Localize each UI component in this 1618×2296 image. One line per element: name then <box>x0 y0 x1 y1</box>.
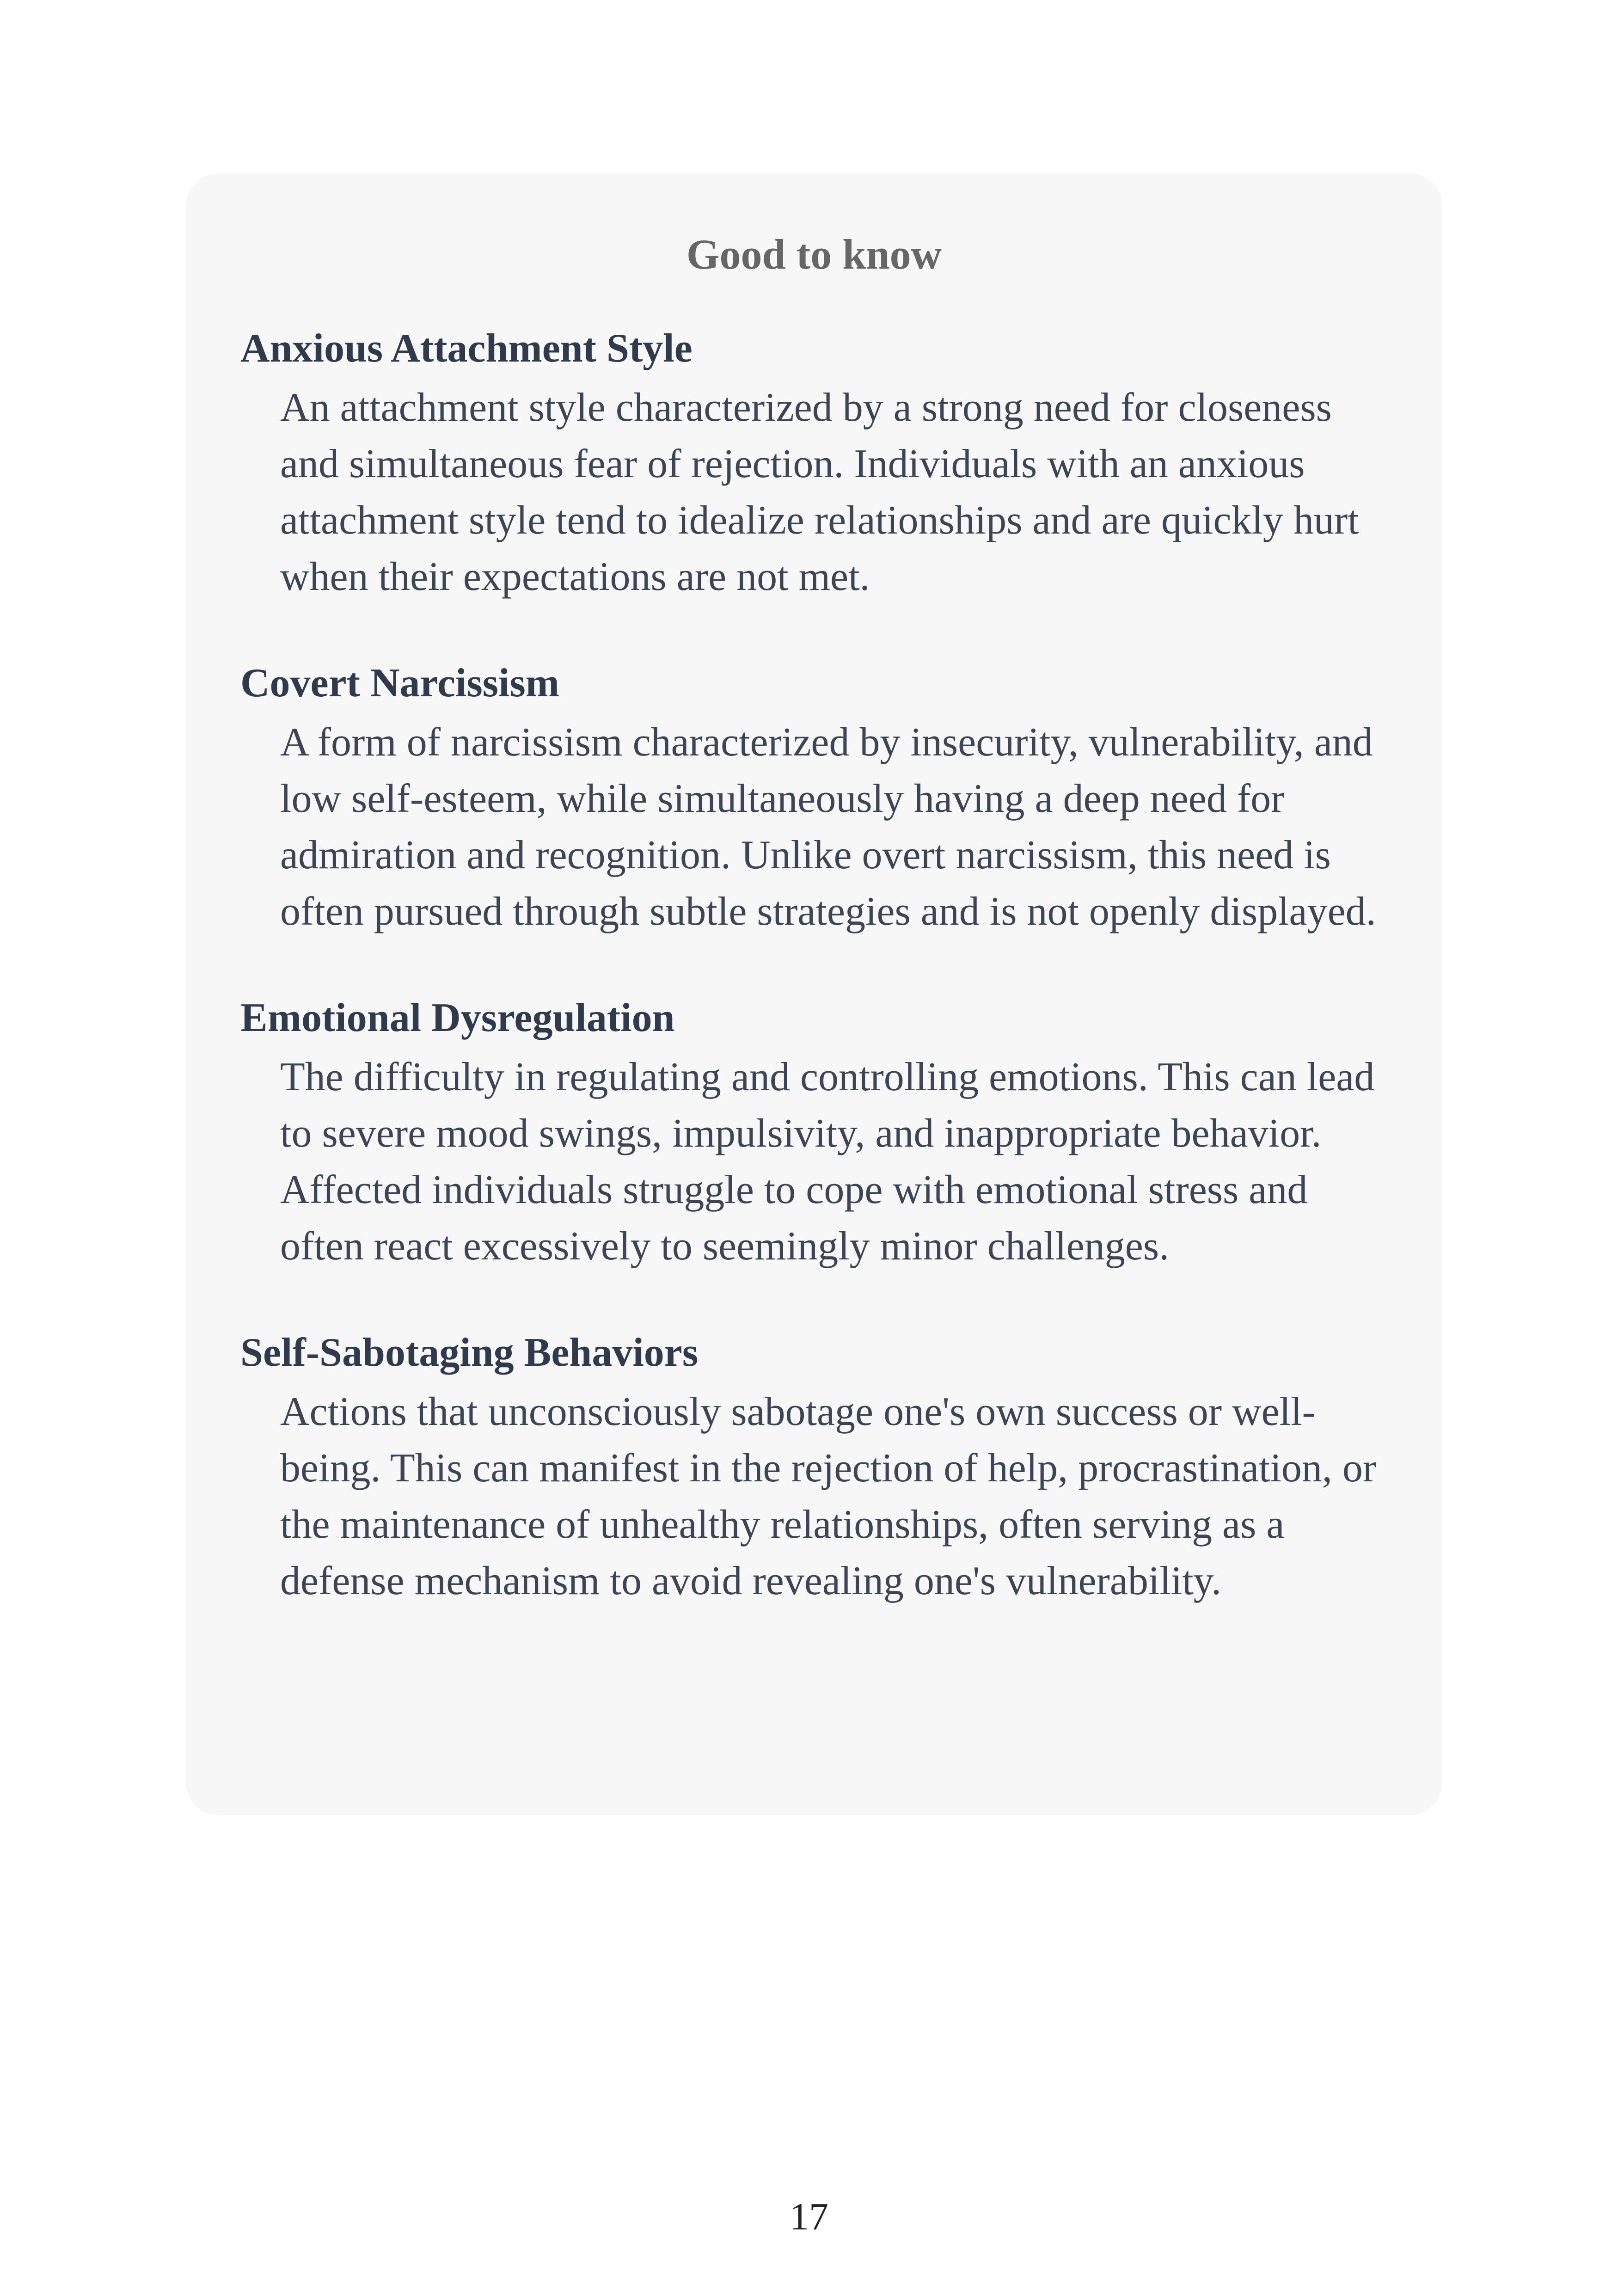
good-to-know-box <box>186 173 1442 1815</box>
page-number: 17 <box>790 2195 828 2238</box>
glossary-entry <box>240 1329 1388 1609</box>
glossary-term: Covert Narcissism <box>240 661 559 706</box>
glossary-definition: A form of narcissism characterized by insecurity, vulnerability, and low self-esteem, while simultaneously having a deep need for admiration and recognition. Unlike overt narcissism, this need is often pursued through subtle strategies and is not openly displayed. <box>280 720 1376 934</box>
glossary-term: Self-Sabotaging Behaviors <box>240 1330 699 1375</box>
glossary-term: Emotional Dysregulation <box>240 995 675 1040</box>
glossary-entry <box>240 325 1388 605</box>
glossary-entry <box>240 995 1388 1275</box>
glossary-term: Anxious Attachment Style <box>240 326 693 371</box>
glossary-entry <box>240 660 1388 940</box>
box-title: Good to know <box>686 231 942 278</box>
glossary-definition: Actions that unconsciously sabotage one's own success or well-being. This can manifest in the rejection of help, procrastination, or the maintenance of unhealthy relationships, often serving as a defense mechanism to avoid revealing one's vulnerability. <box>280 1389 1377 1603</box>
glossary-definition: The difficulty in regulating and controlling emotions. This can lead to severe mood swings, impulsivity, and inappropriate behavior. Affected individuals struggle to cope with emotional stress and often react excessively to seemingly minor challenges. <box>280 1055 1375 1269</box>
glossary-definition: An attachment style characterized by a strong need for closeness and simultaneous fear of rejection. Individuals with an anxious attachment style tend to idealize relationships and are quickly hurt when their expectations are not met. <box>280 385 1359 599</box>
